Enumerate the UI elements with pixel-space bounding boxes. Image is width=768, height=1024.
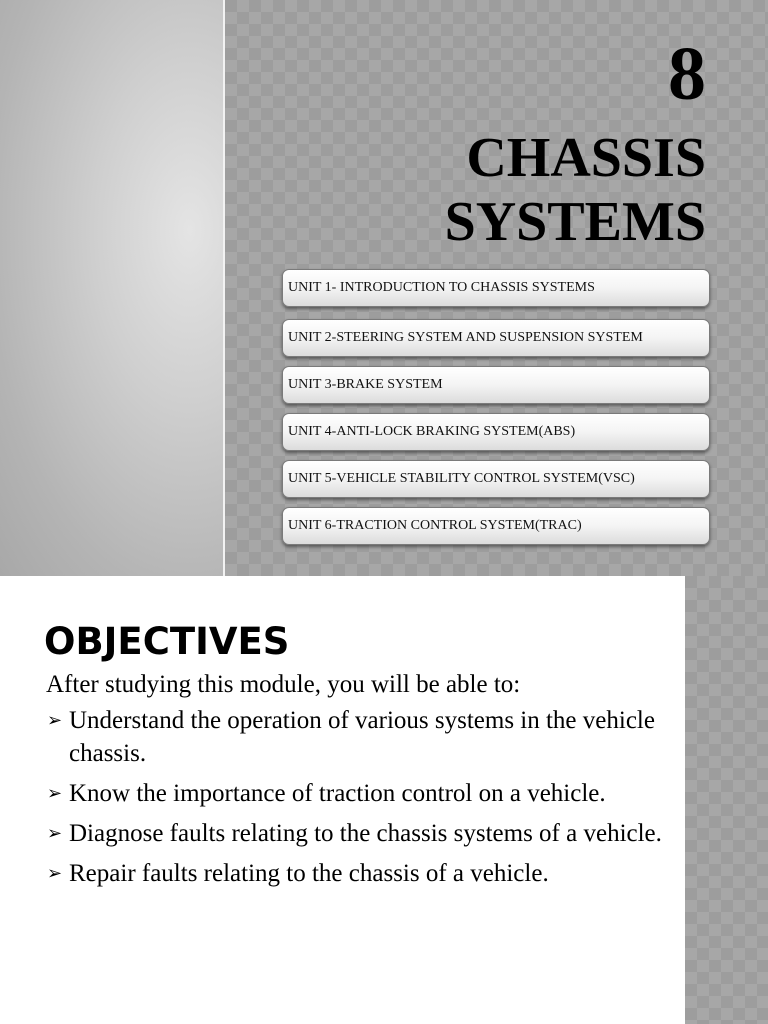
gradient-panel: [0, 0, 223, 576]
unit-3-box[interactable]: UNIT 3-BRAKE SYSTEM: [282, 366, 710, 404]
arrow-bullet-icon: ➢: [47, 710, 63, 730]
unit-2-box[interactable]: UNIT 2-STEERING SYSTEM AND SUSPENSION SYSTEM: [282, 319, 710, 357]
chapter-title-line-1: CHASSIS: [466, 127, 706, 189]
objective-item: [44, 817, 664, 850]
chapter-number: 8: [668, 32, 706, 116]
objective-item: [44, 857, 664, 890]
objective-text: Know the importance of traction control on a vehicle.: [69, 780, 606, 807]
objective-item: [44, 704, 664, 770]
arrow-bullet-icon: ➢: [47, 783, 63, 803]
objectives-slide: [0, 576, 768, 1024]
arrow-bullet-icon: ➢: [47, 823, 63, 843]
arrow-bullet-icon: ➢: [47, 863, 63, 883]
pattern-strip: [685, 576, 768, 1024]
unit-4-box[interactable]: UNIT 4-ANTI-LOCK BRAKING SYSTEM(ABS): [282, 413, 710, 451]
objective-text: Diagnose faults relating to the chassis systems of a vehicle.: [69, 820, 662, 847]
objective-text: Understand the operation of various systems in the vehicle chassis.: [69, 707, 655, 767]
objective-item: [44, 777, 664, 810]
unit-6-box[interactable]: UNIT 6-TRACTION CONTROL SYSTEM(TRAC): [282, 507, 710, 545]
objectives-list: [44, 704, 664, 897]
chapter-title: [306, 126, 706, 254]
chapter-title-line-2: SYSTEMS: [444, 191, 706, 253]
objectives-intro: After studying this module, you will be able to:: [46, 671, 521, 698]
unit-5-box[interactable]: UNIT 5-VEHICLE STABILITY CONTROL SYSTEM(VSC): [282, 460, 710, 498]
unit-1-box[interactable]: UNIT 1- INTRODUCTION TO CHASSIS SYSTEMS: [282, 269, 710, 307]
objectives-heading: OBJECTIVES: [44, 620, 290, 663]
objective-text: Repair faults relating to the chassis of a vehicle.: [69, 860, 549, 887]
